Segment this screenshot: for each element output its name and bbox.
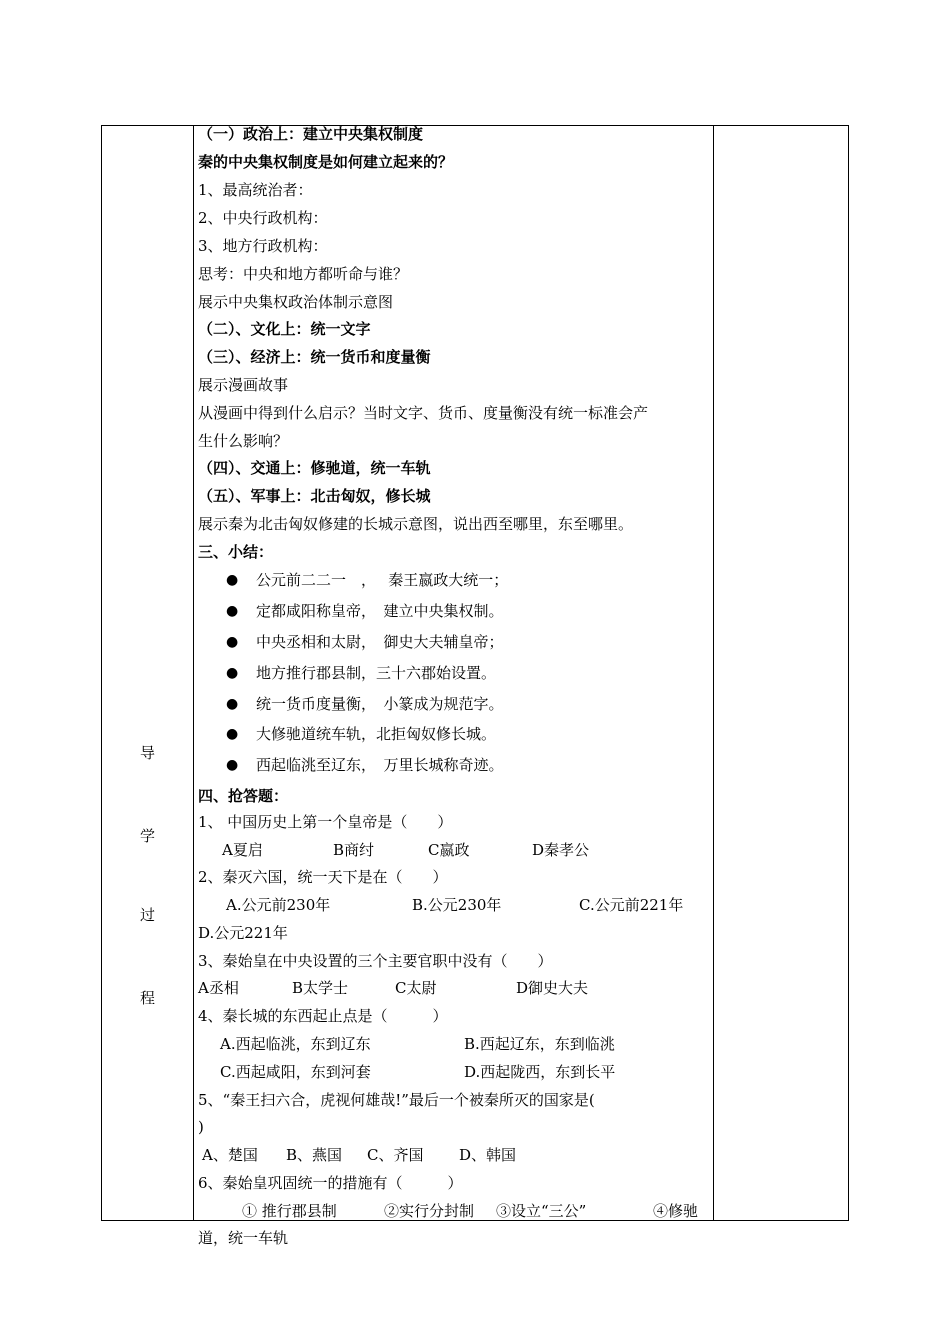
quiz-option: C嬴政	[428, 841, 470, 859]
summary-item: 定都咸阳称皇帝， 建立中央集权制。	[256, 602, 504, 620]
section-heading: 四、抢答题：	[198, 787, 289, 805]
paragraph: 从漫画中得到什么启示？当时文字、货币、度量衡没有统一标准会产	[198, 404, 649, 422]
quiz-option: A丞相	[198, 979, 239, 997]
summary-item: 公元前二二一 ， 秦王嬴政大统一；	[256, 571, 509, 589]
list-item: 1、最高统治者：	[198, 181, 313, 199]
section-label-char: 导	[139, 744, 155, 762]
quiz-option: D.西起陇西，东到长平	[464, 1063, 616, 1081]
summary-item: 中央丞相和太尉， 御史大夫辅皇帝；	[256, 633, 504, 651]
quiz-question: 4、秦长城的东西起止点是（ ）	[198, 1007, 448, 1025]
lesson-table	[101, 125, 849, 1221]
quiz-option: B太学士	[292, 979, 349, 997]
bullet-icon: ●	[226, 757, 239, 773]
quiz-question: 5、“秦王扫六合，虎视何雄哉!”最后一个被秦所灭的国家是(	[198, 1091, 595, 1109]
quiz-option: ②实行分封制	[384, 1202, 475, 1220]
quiz-option: A、楚国	[202, 1146, 258, 1164]
quiz-question: )	[198, 1118, 204, 1136]
quiz-option: B、燕国	[286, 1146, 343, 1164]
bullet-icon: ●	[226, 572, 239, 588]
paragraph: 思考：中央和地方都听命与谁？	[198, 265, 409, 283]
quiz-option: C太尉	[395, 979, 437, 997]
question-continuation: 道，统一车轨	[198, 1229, 289, 1247]
quiz-question: 1、 中国历史上第一个皇帝是（ ）	[198, 813, 453, 831]
quiz-option: ④修驰	[653, 1202, 699, 1220]
quiz-option: B.公元230年	[412, 896, 502, 914]
section-heading: （五）、军事上：北击匈奴，修长城	[198, 487, 431, 505]
section-label-char: 程	[139, 989, 155, 1007]
bullet-icon: ●	[226, 665, 239, 681]
paragraph: 生什么影响？	[198, 432, 289, 450]
section-question: 秦的中央集权制度是如何建立起来的？	[198, 153, 454, 171]
summary-item: 大修驰道统车轨，北拒匈奴修长城。	[256, 725, 497, 743]
quiz-question: 6、秦始皇巩固统一的措施有（ ）	[198, 1174, 463, 1192]
quiz-option: C.公元前221年	[579, 896, 684, 914]
quiz-question: 3、秦始皇在中央设置的三个主要官职中没有（ ）	[198, 952, 553, 970]
section-label-column	[102, 126, 193, 1220]
section-heading: （四）、交通上：修驰道，统一车轨	[198, 459, 431, 477]
summary-item: 西起临洮至辽东， 万里长城称奇迹。	[256, 756, 504, 774]
paragraph: 展示秦为北击匈奴修建的长城示意图，说出西至哪里，东至哪里。	[198, 515, 634, 533]
list-item: 3、地方行政机构：	[198, 237, 328, 255]
bullet-icon: ●	[226, 634, 239, 650]
bullet-icon: ●	[226, 696, 239, 712]
quiz-option: C、齐国	[367, 1146, 424, 1164]
summary-item: 统一货币度量衡， 小篆成为规范字。	[256, 695, 504, 713]
section-heading: （二）、文化上：统一文字	[198, 320, 371, 338]
column-divider-left	[193, 126, 194, 1220]
quiz-option: A.西起临洮，东到辽东	[220, 1035, 371, 1053]
quiz-option: D、韩国	[459, 1146, 517, 1164]
bullet-icon: ●	[226, 726, 239, 742]
section-label-char: 学	[139, 827, 155, 845]
list-item: 2、中央行政机构：	[198, 209, 328, 227]
quiz-option: ① 推行郡县制	[242, 1202, 337, 1220]
section-label-char: 过	[139, 906, 155, 924]
paragraph: 展示漫画故事	[198, 376, 289, 394]
bullet-icon: ●	[226, 603, 239, 619]
quiz-option: ③设立“三公”	[496, 1202, 587, 1220]
summary-item: 地方推行郡县制，三十六郡始设置。	[256, 664, 497, 682]
section-heading: 三、小结：	[198, 543, 274, 561]
quiz-option: D秦孝公	[532, 841, 590, 859]
section-heading: （三）、经济上：统一货币和度量衡	[198, 348, 431, 366]
section-heading: （一）政治上：建立中央集权制度	[198, 125, 424, 143]
quiz-option: D御史大夫	[516, 979, 589, 997]
quiz-option: B商纣	[333, 841, 375, 859]
quiz-option: D.公元221年	[198, 924, 288, 942]
quiz-option: A.公元前230年	[226, 896, 331, 914]
quiz-option: B.西起辽东，东到临洮	[464, 1035, 615, 1053]
paragraph: 展示中央集权政治体制示意图	[198, 293, 394, 311]
quiz-option: A夏启	[222, 841, 263, 859]
column-divider-right	[713, 126, 714, 1220]
quiz-option: C.西起咸阳，东到河套	[220, 1063, 371, 1081]
quiz-question: 2、秦灭六国，统一天下是在（ ）	[198, 868, 448, 886]
